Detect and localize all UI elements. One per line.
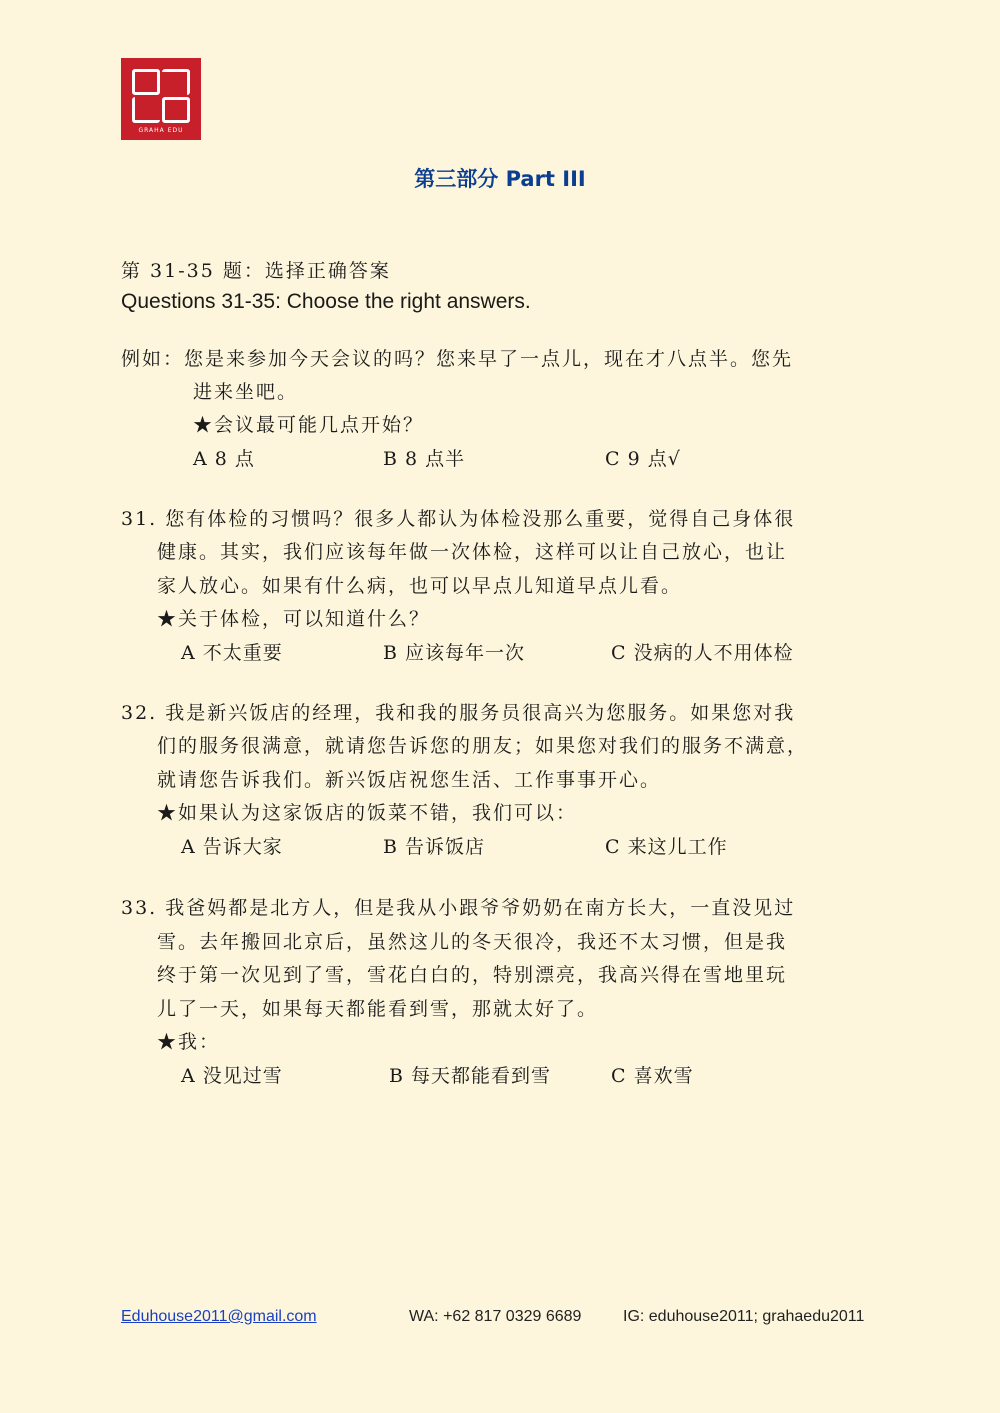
q33-option-a: A 没见过雪 bbox=[181, 1065, 283, 1087]
q33-text-line: 终于第一次见到了雪，雪花白白的，特别漂亮，我高兴得在雪地里玩 bbox=[157, 964, 788, 986]
logo-glyph bbox=[132, 69, 190, 123]
q33-option-c: C 喜欢雪 bbox=[611, 1065, 694, 1087]
q32-option-a: A 告诉大家 bbox=[181, 836, 283, 858]
example-text-line: 例如：您是来参加今天会议的吗？您来早了一点儿，现在才八点半。您先 bbox=[121, 348, 794, 370]
instructions-en: Questions 31-35: Choose the right answers. bbox=[121, 290, 531, 313]
example-text-line: 进来坐吧。 bbox=[193, 381, 299, 403]
q31-text-line: 家人放心。如果有什么病，也可以早点儿知道早点儿看。 bbox=[157, 575, 683, 597]
q31-option-b: B 应该每年一次 bbox=[383, 642, 526, 664]
example-option-a: A 8 点 bbox=[193, 448, 255, 470]
q33-text-line: 33. 我爸妈都是北方人，但是我从小跟爷爷奶奶在南方长大，一直没见过 bbox=[121, 897, 796, 919]
footer-email-link[interactable]: Eduhouse2011@gmail.com bbox=[121, 1308, 317, 1325]
footer-ig: IG: eduhouse2011; grahaedu2011 bbox=[623, 1308, 865, 1325]
example-option-c: C 9 点√ bbox=[605, 448, 681, 470]
q33-option-b: B 每天都能看到雪 bbox=[389, 1065, 552, 1087]
q32-text-line: 32. 我是新兴饭店的经理，我和我的服务员很高兴为您服务。如果您对我 bbox=[121, 702, 796, 724]
example-question: ★会议最可能几点开始？ bbox=[193, 414, 425, 436]
q32-text-line: 就请您告诉我们。新兴饭店祝您生活、工作事事开心。 bbox=[157, 769, 662, 791]
q31-text-line: 31. 您有体检的习惯吗？很多人都认为体检没那么重要，觉得自己身体很 bbox=[121, 508, 796, 530]
example-option-b: B 8 点半 bbox=[383, 448, 466, 470]
q33-question: ★我： bbox=[157, 1031, 221, 1053]
q31-text-line: 健康。其实，我们应该每年做一次体检，这样可以让自己放心，也让 bbox=[157, 541, 788, 563]
q32-text-line: 们的服务很满意，就请您告诉您的朋友；如果您对我们的服务不满意， bbox=[157, 735, 809, 757]
page-title: 第三部分 Part III bbox=[414, 167, 586, 191]
instructions-cn: 第 31-35 题：选择正确答案 bbox=[121, 260, 391, 282]
q32-option-b: B 告诉饭店 bbox=[383, 836, 486, 858]
q31-option-c: C 没病的人不用体检 bbox=[611, 642, 794, 664]
q33-text-line: 儿了一天，如果每天都能看到雪，那就太好了。 bbox=[157, 998, 599, 1020]
q31-question: ★关于体检，可以知道什么？ bbox=[157, 608, 431, 630]
q31-option-a: A 不太重要 bbox=[181, 642, 283, 664]
logo-text: GRAHA EDU bbox=[138, 126, 184, 134]
footer-wa: WA: +62 817 0329 6689 bbox=[409, 1308, 582, 1325]
q32-option-c: C 来这儿工作 bbox=[605, 836, 728, 858]
q33-text-line: 雪。去年搬回北京后，虽然这儿的冬天很冷，我还不太习惯，但是我 bbox=[157, 931, 788, 953]
logo bbox=[121, 58, 201, 140]
q32-question: ★如果认为这家饭店的饭菜不错，我们可以： bbox=[157, 802, 578, 824]
